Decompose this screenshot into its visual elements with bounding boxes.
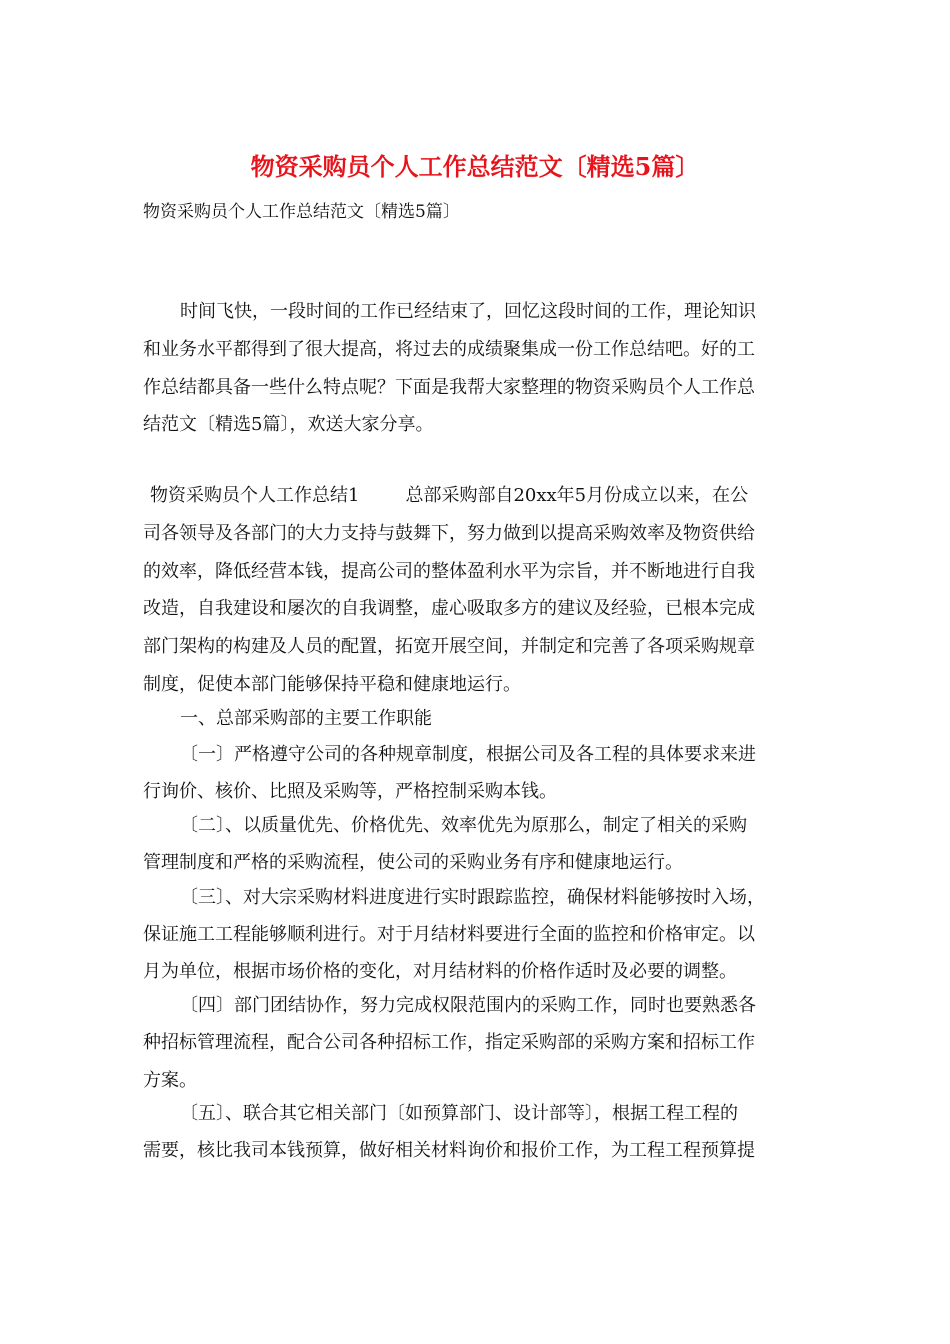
section1-line-1: 司各领导及各部门的大力支持与鼓舞下，努力做到以提高采购效率及物资供给 <box>143 523 755 544</box>
item-5-first-line: 〔五〕、联合其它相关部门〔如预算部门、设计部等〕，根据工程工程的 <box>180 1103 738 1124</box>
item-1-first-line: 〔一〕严格遵守公司的各种规章制度，根据公司及各工程的具体要求来进 <box>180 744 756 765</box>
section1-line-4: 部门架构的构建及人员的配置，拓宽开展空间，并制定和完善了各项采购规章 <box>143 636 755 657</box>
section1-lead: 总部采购部自20xx年5月份成立以来，在公 <box>405 485 749 506</box>
item-2-line-2: 管理制度和严格的采购流程，使公司的采购业务有序和健康地运行。 <box>143 852 683 873</box>
section1-heading: 物资采购员个人工作总结1 <box>150 485 360 506</box>
intro-line-2: 和业务水平都得到了很大提高，将过去的成绩聚集成一份工作总结吧。好的工 <box>143 339 755 360</box>
item-2-first-line: 〔二〕、以质量优先、价格优先、效率优先为原那么，制定了相关的采购 <box>180 815 747 836</box>
item-3-line-3: 月为单位，根据市场价格的变化，对月结材料的价格作适时及必要的调整。 <box>143 961 737 982</box>
item-5-line-2: 需要，核比我司本钱预算，做好相关材料询价和报价工作，为工程工程预算提 <box>143 1140 755 1161</box>
item-4-first-line: 〔四〕部门团结协作，努力完成权限范围内的采购工作，同时也要熟悉各 <box>180 995 756 1016</box>
section1-line-5: 制度，促使本部门能够保持平稳和健康地运行。 <box>143 674 521 695</box>
document-subtitle: 物资采购员个人工作总结范文〔精选5篇〕 <box>143 202 460 222</box>
item-3-line-2: 保证施工工程能够顺利进行。对于月结材料要进行全面的监控和价格审定。以 <box>143 924 755 945</box>
document-title: 物资采购员个人工作总结范文〔精选5篇〕 <box>250 152 700 181</box>
item-1-line-2: 行询价、核价、比照及采购等，严格控制采购本钱。 <box>143 781 557 802</box>
intro-line-3: 作总结都具备一些什么特点呢？下面是我帮大家整理的物资采购员个人工作总 <box>143 377 755 398</box>
section1-first-line <box>150 481 748 511</box>
item-3-first-line: 〔三〕、对大宗采购材料进度进行实时跟踪监控，确保材料能够按时入场， <box>180 887 765 908</box>
heading-one: 一、总部采购部的主要工作职能 <box>180 708 432 729</box>
section1-line-3: 改造，自我建设和屡次的自我调整，虚心吸取多方的建议及经验，已根本完成 <box>143 598 755 619</box>
item-4-line-3: 方案。 <box>143 1070 197 1091</box>
section1-line-2: 的效率，降低经营本钱，提高公司的整体盈利水平为宗旨，并不断地进行自我 <box>143 561 755 582</box>
intro-line-1: 时间飞快，一段时间的工作已经结束了，回忆这段时间的工作，理论知识 <box>180 301 756 322</box>
item-4-line-2: 种招标管理流程，配合公司各种招标工作，指定采购部的采购方案和招标工作 <box>143 1032 755 1053</box>
intro-line-4: 结范文〔精选5篇〕，欢送大家分享。 <box>143 414 434 435</box>
